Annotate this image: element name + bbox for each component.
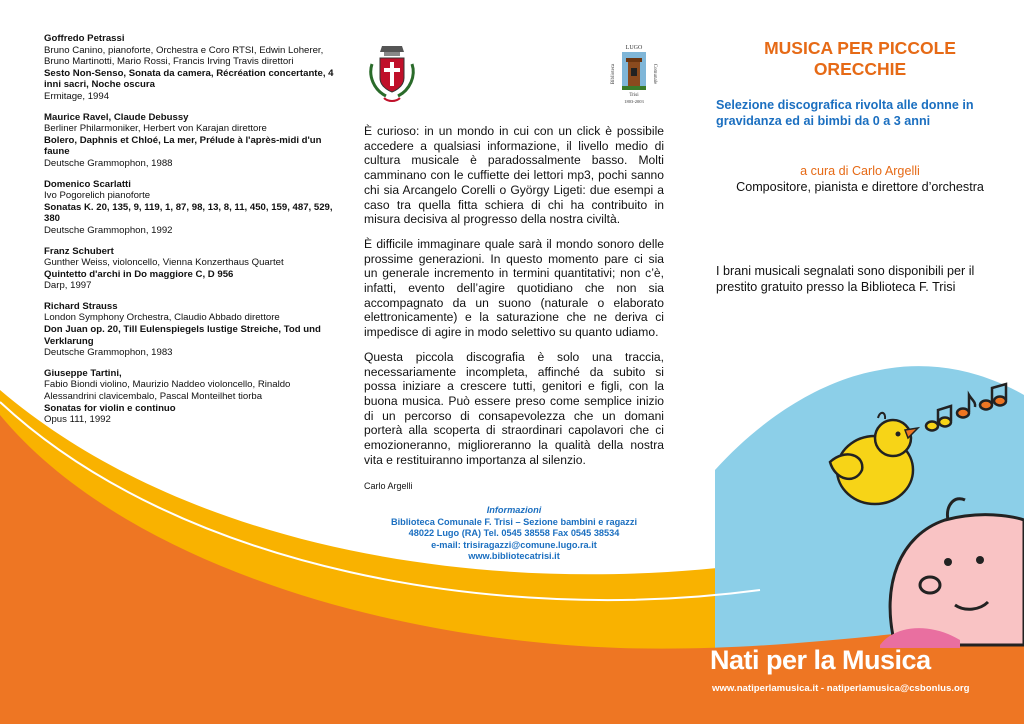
composer: Giuseppe Tartini, [44, 367, 122, 379]
works: Sesto Non-Senso, Sonata da camera, Récréation concertante, 4 inni sacri, Noche oscura [44, 67, 334, 91]
performers: Bruno Canino, pianoforte, Orchestra e Coro RTSI, Edwin Loherer, Bruno Martinotti, Mario Rossi, Francis Irving Travis direttori [44, 44, 324, 68]
logo-text-years: 1803-2003 [624, 99, 644, 104]
page-title [700, 38, 1020, 80]
info-library: Biblioteca Comunale F. Trisi – Sezione bambini e ragazzi [390, 516, 638, 527]
discography-entry [44, 368, 336, 426]
works: Quintetto d'archi in Do maggiore C, D 956 [44, 268, 234, 280]
curator-role: Compositore, pianista e direttore d’orchestra [736, 180, 984, 194]
curator-block [700, 163, 1020, 195]
loan-note: I brani musicali segnalati sono disponibili per il prestito gratuito presso la Biblioteca F. Trisi [716, 264, 975, 294]
record-label: Deutsche Grammophon, 1988 [44, 157, 173, 169]
title-line-2: ORECCHIE [813, 59, 907, 79]
composer: Domenico Scarlatti [44, 178, 131, 190]
performers: London Symphony Orchestra, Claudio Abbado direttore [44, 312, 280, 324]
municipal-crest-icon [366, 42, 418, 106]
info-website-link[interactable]: www.bibliotecatrisi.it [468, 551, 560, 562]
performers: Fabio Biondi violino, Maurizio Naddeo violoncello, Rinaldo Alessandrini clavicembalo, Pascal Monteilhet tiorba [44, 379, 291, 403]
intro-paragraph: È difficile immaginare quale sarà il mondo sonoro delle prossime generazioni. In questo momento pare ci sia un generale incremento in termini quantitativi; non c’è, infatti, evento dell’agire quotidiano che non sia accompagnato da un suono (naturale o elaborato elettronicamente) e la saturazione che ne deriva ci impedisce di agire in modo selettivo su quanto udiamo. [364, 236, 664, 340]
logo-text-left: Biblioteca [611, 63, 616, 85]
record-label: Ermitage, 1994 [44, 90, 110, 102]
discography-entry [44, 33, 336, 103]
discography-entry [44, 112, 336, 170]
logo-text-bottom: Trisi [629, 93, 639, 98]
discography-entry [44, 179, 336, 237]
intro-paragraph: È curioso: in un mondo in cui con un click è possibile accedere a qualsiasi informazione, il livello medio di cultura musicale è paradossalmente basso. Molti camminano con le cuffiette dei lettori mp3, pochi sanno chi sia Arcangelo Corelli o György Ligeti: due esempi a caso tra quella fitta schiera di chi ha contribuito in misura decisiva al progresso della nostra civiltà. [364, 124, 664, 227]
title-line-1: MUSICA PER PICCOLE [764, 38, 956, 58]
info-block [364, 505, 664, 563]
composer: Franz Schubert [44, 245, 114, 257]
composer: Richard Strauss [44, 300, 118, 312]
record-label: Deutsche Grammophon, 1983 [44, 347, 173, 359]
record-label: Deutsche Grammophon, 1992 [44, 224, 173, 236]
works: Bolero, Daphnis et Chloé, La mer, Prélude à l'après-midi d'un faune [44, 134, 322, 158]
performers: Berliner Philarmoniker, Herbert von Karajan direttore [44, 123, 267, 135]
intro-paragraph: Questa piccola discografia è solo una traccia, necessariamente incompleta, affinché da subito si possa iniziare a crescere tutti, genitori e figli, con la buona musica. Può essere preso come semplice inizio di un percorso di consapevolezza che un domani porterà alla scoperta di straordinari capolavori che ci emozioneranno, miglioreranno la qualità della nostra vita e restituiranno importanza al silenzio. [364, 349, 664, 467]
library-logo-icon [610, 42, 658, 104]
performers: Gunther Weiss, violoncello, Vienna Konzerthaus Quartet [44, 257, 284, 269]
works: Sonatas K. 20, 135, 9, 119, 1, 87, 98, 13, 8, 11, 450, 159, 487, 529, 380 [44, 201, 333, 225]
curator-name: a cura di Carlo Argelli [800, 164, 920, 178]
works: Don Juan op. 20, Till Eulenspiegels lustige Streiche, Tod und Verklarung [44, 324, 321, 347]
brand-url-link[interactable]: www.natiperlamusica.it - natiperlamusica@csbonlus.org [712, 683, 970, 694]
discography-list [44, 33, 336, 435]
subtitle: Selezione discografica rivolta alle donne in gravidanza ed ai bimbi da 0 a 3 anni [716, 98, 974, 128]
logo-text-right: Comunale [652, 63, 657, 85]
record-label: Darp, 1997 [44, 280, 92, 292]
brand-name: Nati per la Musica [710, 645, 931, 675]
discography-entry [44, 246, 336, 292]
intro-text [364, 124, 664, 494]
record-label: Opus 111, 1992 [44, 414, 111, 426]
composer: Maurice Ravel, Claude Debussy [44, 111, 189, 123]
signature: Carlo Argelli [364, 481, 413, 492]
performers: Ivo Pogorelich pianoforte [44, 190, 151, 202]
composer: Goffredo Petrassi [44, 33, 125, 44]
logo-text-top: LUGO [625, 45, 643, 51]
works: Sonatas for violin e continuo [44, 402, 176, 414]
info-title: Informazioni [486, 505, 542, 515]
info-email-link[interactable]: e-mail: trisiragazzi@comune.lugo.ra.it [431, 539, 597, 550]
discography-entry [44, 301, 336, 359]
info-address: 48022 Lugo (RA) Tel. 0545 38558 Fax 0545 38534 [408, 528, 620, 539]
